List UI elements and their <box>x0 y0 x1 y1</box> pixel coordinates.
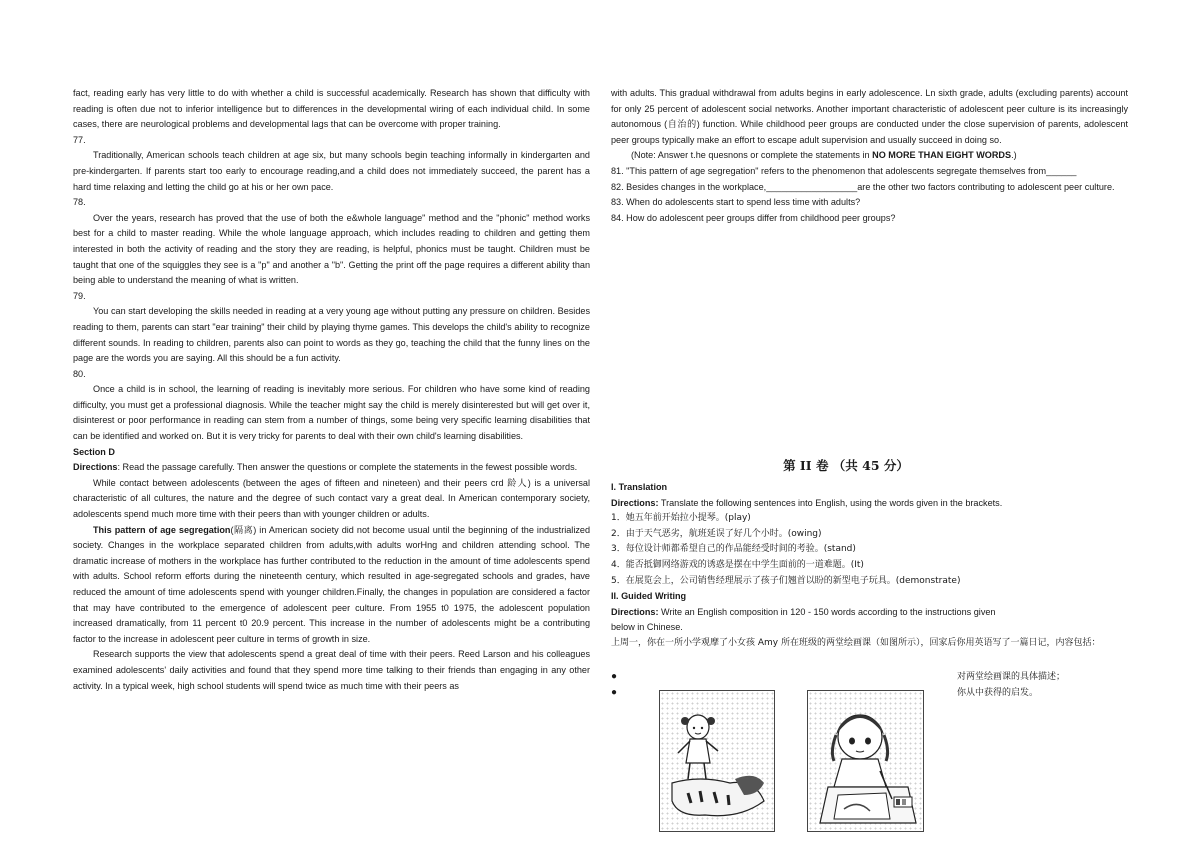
paragraph-79: You can start developing the skills needed in reading at a very young age without putting any pressure on children. Besides reading to them, parents can start "ear training" their child by playing thyme games. This develops the child's ability to recognize different sounds. In reading to children, parents also can point to words as they go, teaching the child that the funny lines on the page are the words you are saying. All this should be a fun activity. <box>73 306 590 364</box>
guided-writing-prompt: 上周一，你在一所小学观摩了小女孩 Amy 所在班级的两堂绘画课（如图所示），回家后你用英语写了一篇日记，内容包括： <box>611 637 1101 648</box>
note-post: .) <box>1011 150 1017 161</box>
translation-item-2: 2．由于天气恶劣，航班延误了好几个小时。(owing) <box>611 528 822 539</box>
guided-writing-directions-text: Write an English composition in 120 - 150 words according to the instructions given <box>658 606 996 617</box>
guided-writing-directions-label: Directions: <box>611 606 659 617</box>
paragraph-78: Over the years, research has proved that the use of both the e&whole language" method and the "phonic" method works best for a child to master reading. While the whole language approach, which includes reading to children and getting them interested in both the activity of reading and the story they are reading, is helpful, phonics must be taught. Children must be taught that one of the squiggles they see is a "p" and another a "b". Getting the print off the page requires a different ability than being able to understand the meaning of what is written. <box>73 212 590 286</box>
passage-paragraph-2 <box>73 523 590 648</box>
blank-77: 77. <box>73 134 86 145</box>
note-pre: (Note: Answer t.he quesnons or complete the statements in <box>631 150 873 161</box>
passage-paragraph-3: Research supports the view that adolescents spend a great deal of time with their peers. Reed Larson and his colleagues examined adolescents' daily activities and found that they spend more time talking to their friends than engaging in any other activity. In a typical week, high school students will spend twice as much time with their peers as <box>73 649 590 691</box>
drawing-class-picture-1 <box>659 690 775 832</box>
part-two-title: 第 II 卷 （共 45 分） <box>783 458 909 473</box>
translation-item-3: 3．每位设计师都希望自己的作品能经受时间的考验。(stand) <box>611 544 856 555</box>
translation-heading: I. Translation <box>611 482 668 492</box>
passage-paragraph-2-text: (隔离) in American society did not become usual until the beginning of the industrialized society. Changes in the workplace separated children from adults,with adults worHng and children attending school. The dramatic increase of mothers in the workplace has further contributed to the reduction in the amount of time adolescents spend with adults. School reform efforts during the nineteenth century, which resulted in age-segregated schools and grades, have reduced the amount of time adolescents spend with younger children.Finally, the changes in population are considered a factor that may have contributed to the emergence of adolescent peer culture. From 1955 t0 1975, the adolescent population increased dramatically, from 11 percent t0 20.9 percent. This increase in the number of adolescents might be a contributing factor to the increase in adolescent peer culture in terms of growth in size. <box>73 524 591 644</box>
translation-directions <box>611 496 1128 512</box>
bullet-2: ● <box>611 687 618 698</box>
blank-79: 79. <box>73 290 86 301</box>
girl-painting-desk-illustration <box>808 691 923 831</box>
translation-directions-label: Directions: <box>611 497 659 508</box>
note-word-limit: NO MORE THAN EIGHT WORDS <box>872 150 1012 161</box>
translation-directions-text: Translate the following sentences into English, using the words given in the brackets. <box>658 497 1003 508</box>
guided-writing-directions <box>611 605 1128 621</box>
translation-item-1: 1．她五年前开始拉小提琴。(play) <box>611 513 751 524</box>
left-column <box>73 86 590 694</box>
blank-80: 80. <box>73 368 86 379</box>
question-82: 82. Besides changes in the workplace,__________________are the other two factors contributing to adolescent peer culture. <box>611 181 1115 192</box>
translation-item-5: 5．在展览会上，公司销售经理展示了孩子们翘首以盼的新型电子玩具。(demonstrate) <box>611 575 961 586</box>
answer-note <box>611 148 1128 164</box>
directions-label: Directions <box>73 462 118 473</box>
question-83: 83. When do adolescents start to spend less time with adults? <box>611 197 861 208</box>
section-d-directions <box>73 460 590 476</box>
question-84: 84. How do adolescent peer groups differ from childhood peer groups? <box>611 212 896 223</box>
part-two <box>611 480 1128 652</box>
bullet-item-1: 对两堂绘画课的具体描述； <box>957 672 1066 682</box>
bullet-1: ● <box>611 671 618 682</box>
translation-item-4: 4．能否抵御网络游戏的诱惑是摆在中学生面前的一道难题。(It) <box>611 559 864 570</box>
paragraph-77: Traditionally, American schools teach children at age six, but many schools begin teaching informally in kindergarten and pre-kindergarten. If parents start too early to encourage reading,and a child does not immediately succeed, the parent has a hard time relaxing and letting the child go at his or her own pace. <box>73 150 590 192</box>
paragraph-80: Once a child is in school, the learning of reading is inevitably more serious. For children who have some kind of reading difficulty, you must get a professional diagnosis. While the teacher might say the child is merely disinterested but will get over it, disinterest or poor performance in reading can stem from a number of things, some being very specific learning disabilities that can be identified and worked on. But it is very tricky for parents to deal with their own child's learning disabilities. <box>73 384 590 442</box>
directions-text: : Read the passage carefully. Then answer the questions or complete the statements in the fewest possible words. <box>117 462 578 473</box>
question-81: 81. "This pattern of age segregation" refers to the phenomenon that adolescents segregate themselves from______ <box>611 165 1077 176</box>
bullet-descriptions <box>957 669 1065 701</box>
right-column <box>611 86 1128 226</box>
girl-painting-floor-illustration <box>660 691 774 831</box>
bullet-item-2: 你从中获得的启发。 <box>957 688 1039 698</box>
drawing-class-picture-2 <box>807 690 924 832</box>
guided-writing-heading: II. Guided Writing <box>611 591 687 602</box>
blank-78: 78. <box>73 197 86 208</box>
age-segregation-phrase: This pattern of age segregation <box>93 524 231 535</box>
intro-paragraph: fact, reading early has very little to do with whether a child is successful academically. Research has shown that difficulty with reading is often due not to inferior intelligence but to differences in the developmental wiring of each individual child. In some cases, there are neurological problems and developmental lags that can be overcome with proper training. <box>73 88 590 130</box>
passage-continued: with adults. This gradual withdrawal from adults begins in early adolescence. Ln sixth grade, adults (excluding parents) account for only 25 percent of adolescent social networks. Another important characteristic of adolescent peer culture is its increasingly autonomous (自治的) function. While childhood peer groups are conducted under the close supervision of parents, adolescent peer groups typically make an effort to escape adult supervision and usually succeed in doing so. <box>611 88 1128 145</box>
bullet-list <box>611 669 617 701</box>
section-d-heading: Section D <box>73 446 115 457</box>
passage-paragraph-1: While contact between adolescents (between the ages of fifteen and nineteen) and their peers crd 龄人) is a universal characteristic of all cultures, the nature and the degree of such contact vary a great deal. In American contemporary society, adolescents spend much more time with their peers than with younger children or adults. <box>73 477 590 520</box>
guided-writing-directions-2: below in Chinese. <box>611 622 683 633</box>
